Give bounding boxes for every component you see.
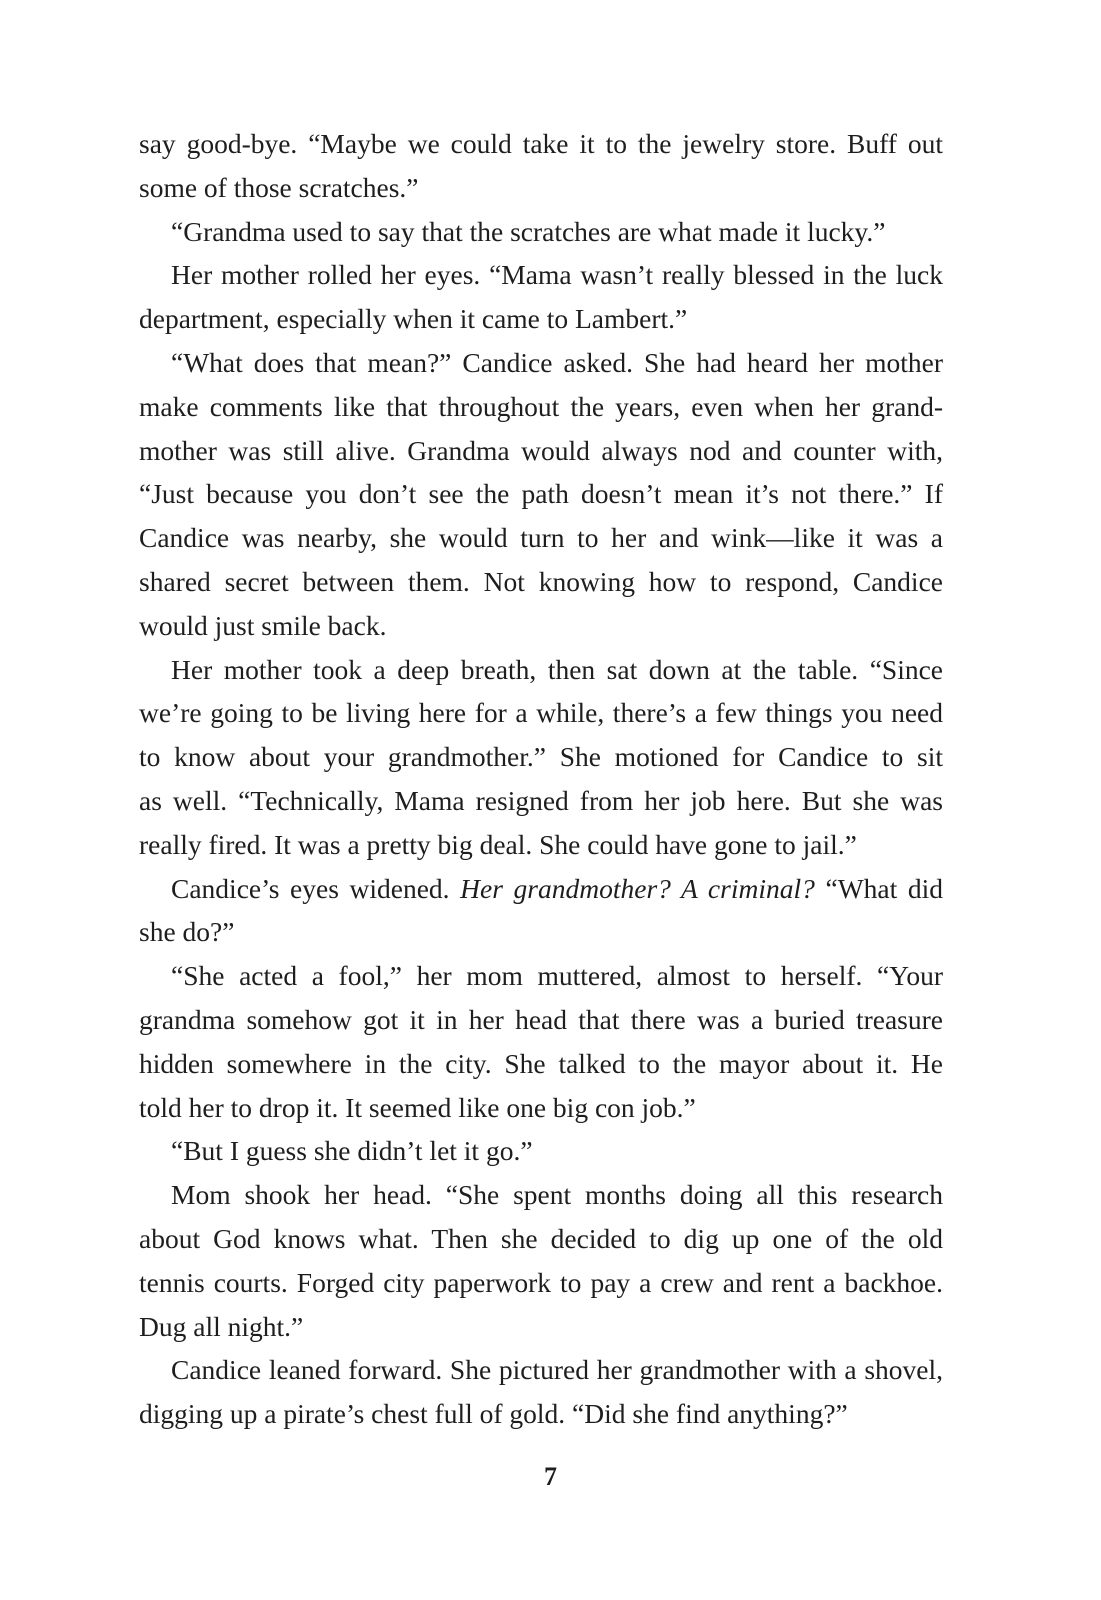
book-page-text	[139, 122, 943, 1436]
text-line: digging up a pirate’s chest full of gold. “Did she find anything?”	[139, 1398, 848, 1430]
text-line: she do?”	[139, 916, 235, 948]
text-line: Her mother rolled her eyes. “Mama wasn’t really blessed in the luck	[171, 259, 943, 291]
text-line: really fired. It was a pretty big deal. She could have gone to jail.”	[139, 828, 857, 860]
text-line: Her mother took a deep breath, then sat down at the table. “Since	[171, 653, 943, 685]
text-line: as well. “Technically, Mama resigned from her job here. But she was	[139, 784, 943, 816]
text-line: Candice was nearby, she would turn to her and wink—like it was a	[139, 522, 943, 554]
text-line: some of those scratches.”	[139, 171, 419, 203]
text-line: department, especially when it came to Lambert.”	[139, 303, 688, 335]
text-line: “Grandma used to say that the scratches are what made it lucky.”	[171, 215, 886, 247]
page-number: 7	[544, 1462, 557, 1491]
text-line: about God knows what. Then she decided to dig up one of the old	[139, 1222, 943, 1254]
text-line: shared secret between them. Not knowing how to respond, Candice	[139, 565, 943, 597]
line-lead-text: Candice’s eyes widened.	[171, 872, 461, 904]
text-line: “Just because you don’t see the path doesn’t mean it’s not there.” If	[139, 478, 943, 510]
text-line: Candice leaned forward. She pictured her grandmother with a shovel,	[171, 1354, 943, 1386]
text-line: “She acted a fool,” her mom muttered, almost to herself. “Your	[171, 960, 943, 992]
text-line: “What does that mean?” Candice asked. She had heard her mother	[171, 346, 943, 378]
text-line: to know about your grandmother.” She motioned for Candice to sit	[139, 741, 943, 773]
text-line: would just smile back.	[139, 609, 387, 641]
italic-thought: Her grandmother? A criminal?	[460, 872, 815, 904]
text-line: make comments like that throughout the years, even when her grand-	[139, 390, 943, 422]
text-line: we’re going to be living here for a while, there’s a few things you need	[139, 697, 943, 729]
text-line: told her to drop it. It seemed like one big con job.”	[139, 1091, 696, 1123]
text-line: hidden somewhere in the city. She talked to the mayor about it. He	[139, 1047, 943, 1079]
text-line: Mom shook her head. “She spent months doing all this research	[171, 1179, 943, 1211]
text-line: mother was still alive. Grandma would always nod and counter with,	[139, 434, 943, 466]
text-line: Dug all night.”	[139, 1310, 304, 1342]
text-line-with-italic	[139, 867, 943, 911]
text-line: say good-bye. “Maybe we could take it to the jewelry store. Buff out	[139, 128, 943, 159]
text-line: “But I guess she didn’t let it go.”	[171, 1135, 533, 1167]
text-line: grandma somehow got it in her head that there was a buried treasure	[139, 1003, 943, 1035]
text-line: tennis courts. Forged city paperwork to pay a crew and rent a backhoe.	[139, 1266, 943, 1298]
line-tail-text: “What did	[814, 872, 943, 904]
